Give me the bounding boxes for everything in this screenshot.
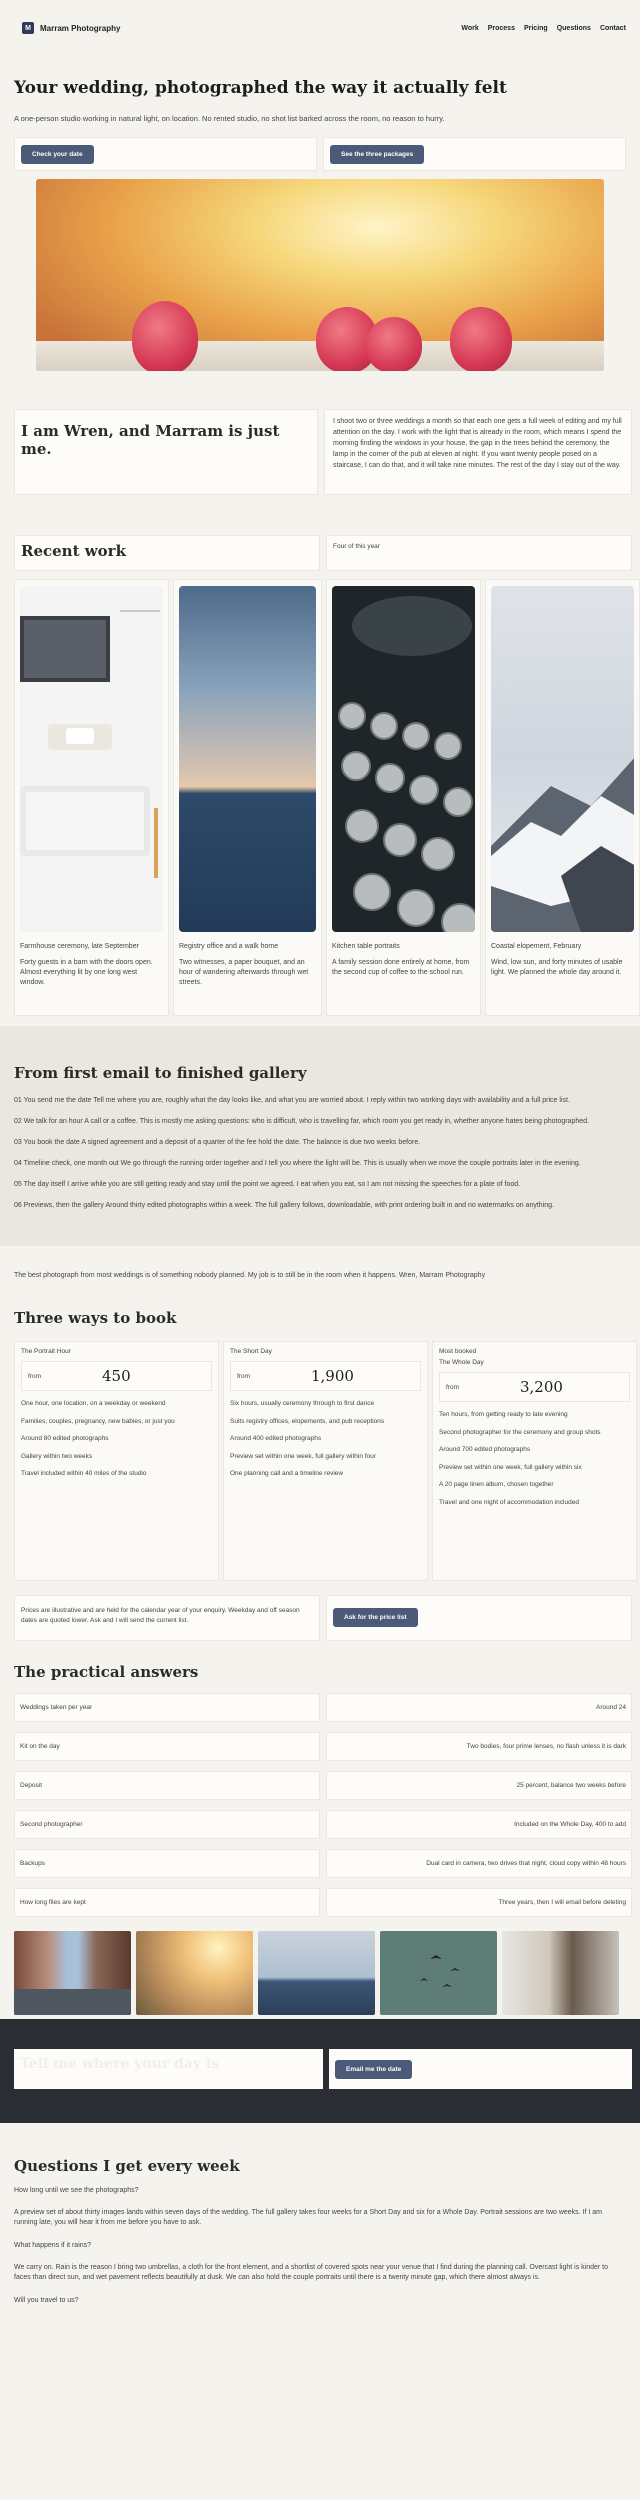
process-step: 02 We talk for an hour A call or a coffee. This is mostly me asking questions: who is difficult, who is travelling far, which room you get ready in, whether anyone hates being photographed. (14, 1118, 589, 1125)
tier-price (230, 1361, 421, 1391)
intro-title: I am Wren, and Marram is just me. (21, 422, 280, 458)
process-step: 01 You send me the date Tell me where you are, roughly what the day looks like, and what you are worried about. I reply within two working days with availability and a full price list. (14, 1097, 570, 1104)
recent-work-section (0, 535, 640, 1016)
email-date-button[interactable]: Email me the date (335, 2060, 412, 2079)
sea-sunset-photo (179, 586, 316, 932)
tier-feature: One hour, one location, on a weekday or weekend (21, 1400, 166, 1407)
snowy-mountain-photo (491, 586, 634, 932)
practical-row (14, 1810, 632, 1839)
tier-feature: Around 80 edited photographs (21, 1435, 109, 1442)
faq-answer: We carry on. Rain is the reason I bring two umbrellas, a cloth for the front element, and a shortlist of covered spots near your venue that I find during the planning call. Overcast light is kinder to faces than direct sun, and wet pavement reflects beautifully at dusk. We can also hold the couple portraits until there is a twenty minute gap, which there almost always is. (14, 2264, 609, 2281)
price-from: from (446, 1383, 459, 1391)
price-list-box (326, 1595, 632, 1641)
street-road (14, 1989, 131, 2015)
cafe-interior-photo[interactable] (502, 1931, 619, 2015)
work-cards (14, 579, 640, 1016)
hero-section (0, 56, 640, 171)
intro-title-box (14, 409, 318, 495)
birds-sky-photo[interactable] (380, 1931, 497, 2015)
price-note-row (14, 1595, 632, 1641)
work-card-desc: Two witnesses, a paper bouquet, and an hour of wandering afterwards through wet streets. (179, 959, 309, 986)
recent-work-title: Recent work (21, 542, 126, 560)
work-card-desc: A family session done entirely at home, from the second cup of coffee to the school run. (332, 959, 470, 976)
pull-quote: The best photograph from most weddings is of something nobody planned. My job is to still be in the room when it happens. Wren, Marram Photography (14, 1272, 486, 1279)
tier-feature: Travel included within 40 miles of the studio (21, 1470, 147, 1477)
process-step: 06 Previews, then the gallery Around thirty edited photographs within a week. The full gallery follows, downloadable, with print ordering built in and no watermarks on anything. (14, 1202, 554, 1209)
nav-questions[interactable]: Questions (556, 24, 591, 32)
practical-value: Three years, then I will email before deleting (326, 1888, 632, 1917)
work-card[interactable] (173, 579, 322, 1016)
ask-price-list-button[interactable]: Ask for the price list (333, 1608, 418, 1627)
tier-short-day[interactable] (223, 1341, 428, 1581)
raspberry-image (366, 317, 422, 371)
practical-key: How long files are kept (14, 1888, 320, 1917)
raspberry-image (450, 307, 512, 371)
process-title: From first email to finished gallery (14, 1064, 307, 1082)
contact-section (0, 2019, 640, 2123)
work-card-caption: Registry office and a walk home (179, 943, 279, 950)
tier-label: The Short Day (230, 1348, 272, 1355)
brand-name: Marram Photography (40, 23, 121, 33)
hero-cta-row (14, 137, 626, 171)
tier-feature: Second photographer for the ceremony and group shots (439, 1428, 601, 1436)
check-date-button[interactable]: Check your date (21, 145, 94, 164)
tier-feature: Around 400 edited photographs (230, 1435, 322, 1442)
tier-features (21, 1399, 212, 1479)
practical-row (14, 1849, 632, 1878)
tier-feature: Around 700 edited photographs (439, 1446, 531, 1453)
practical-key: Weddings taken per year (14, 1693, 320, 1722)
laptop-desk-illustration (20, 586, 163, 932)
recent-work-note: Four of this year (326, 535, 632, 571)
practical-key: Kit on the day (14, 1732, 320, 1761)
faq-title: Questions I get every week (14, 2157, 240, 2175)
tier-features (230, 1399, 421, 1479)
typewriter-photo (332, 586, 475, 932)
faq-answer: A preview set of about thirty images lands within seven days of the wedding. The full gallery takes four weeks for a Short Day and six for a Whole Day. Portrait sessions are two weeks. If I am running late, you will hear it from me before you have to ask. (14, 2209, 603, 2226)
raspberry-image (132, 301, 198, 371)
price-amount: 3,200 (520, 1378, 563, 1396)
cta-box-primary (14, 137, 317, 171)
tier-feature: Preview set within one week, full gallery within four (230, 1452, 376, 1460)
practical-row (14, 1693, 632, 1722)
work-card-caption: Kitchen table portraits (332, 943, 400, 950)
practical-value: Around 24 (326, 1693, 632, 1722)
tier-feature: Preview set within one week, full gallery within six (439, 1463, 582, 1471)
intro-body: I shoot two or three weddings a month so that each one gets a full week of editing and my full attention on the day. I work with the light that is already in the room, which means I spend the morning finding the windows in your house, the gap in the trees behind the ceremony, the lamp in the corner of the pub at eleven at night. If you want twenty people posed on a staircase, I can do that, and it will take nine minutes. The rest of the day I stay out of the way. (324, 409, 632, 495)
contact-button-box (329, 2049, 632, 2089)
process-section (0, 1026, 640, 1246)
process-step: 04 Timeline check, one month out We go through the running order together and I tell you where the light will be. This is usually when we move the couple portraits later in the evening. (14, 1160, 581, 1167)
price-from: from (237, 1372, 250, 1380)
pricing-title: Three ways to book (14, 1309, 177, 1327)
tier-feature: One planning call and a timeline review (230, 1470, 344, 1477)
work-card-desc: Forty guests in a barn with the doors open. Almost everything lit by one long west window. (20, 959, 153, 986)
tier-price (439, 1372, 630, 1402)
tier-whole-day[interactable] (432, 1341, 637, 1581)
practical-value: Included on the Whole Day, 400 to add (326, 1810, 632, 1839)
practical-section (0, 1663, 640, 1917)
tier-feature: Gallery within two weeks (21, 1452, 93, 1460)
faq-section (0, 2123, 640, 2358)
see-packages-button[interactable]: See the three packages (330, 145, 424, 164)
gallery-strip (14, 1931, 640, 2015)
logo-icon: M (22, 22, 34, 34)
work-card-desc: Wind, low sun, and forty minutes of usable light. We planned the whole day around it. (491, 959, 623, 976)
price-note: Prices are illustrative and are held for the calendar year of your enquiry. Weekday and off season dates are quoted lower. Ask and I will send the current list. (14, 1595, 320, 1641)
nav-pricing[interactable]: Pricing (523, 24, 548, 32)
sea-horizon-photo[interactable] (258, 1931, 375, 2015)
process-step: 03 You book the date A signed agreement and a deposit of a quarter of the fee hold the date. The balance is due two weeks before. (14, 1139, 421, 1146)
mountain-illustration (491, 586, 634, 932)
practical-key: Deposit (14, 1771, 320, 1800)
tier-feature: Suits registry offices, elopements, and pub receptions (230, 1417, 385, 1425)
tier-label: The Portrait Hour (21, 1348, 71, 1355)
pricing-section (0, 1309, 640, 1641)
tier-label: The Whole Day (439, 1359, 484, 1366)
intro-section (14, 409, 632, 495)
most-booked-badge: Most booked (439, 1348, 477, 1355)
pricing-tiers (0, 1341, 640, 1581)
practical-key: Backups (14, 1849, 320, 1878)
tier-features (439, 1410, 630, 1507)
sunlit-field-photo[interactable] (136, 1931, 253, 2015)
work-card-caption: Farmhouse ceremony, late September (20, 943, 139, 950)
street-photo[interactable] (14, 1931, 131, 2015)
birds-illustration (380, 1931, 497, 2015)
tier-feature: Travel and one night of accommodation included (439, 1498, 579, 1506)
cta-box-secondary (323, 137, 626, 171)
practical-value: Dual card in camera, two drives that night, cloud copy within 48 hours (326, 1849, 632, 1878)
practical-title: The practical answers (14, 1663, 199, 1681)
recent-work-title-box (14, 535, 320, 571)
laptop-desk-photo (20, 586, 163, 932)
hero-image (36, 179, 604, 371)
work-card[interactable] (14, 579, 169, 1016)
work-card[interactable] (326, 579, 481, 1016)
process-step: 05 The day itself I arrive while you are still getting ready and stay until the point we agreed. I eat when you eat, so I am not missing the speeches for a plate of food. (14, 1181, 521, 1188)
tier-price (21, 1361, 212, 1391)
tier-feature: Six hours, usually ceremony through to first dance (230, 1400, 375, 1407)
faq-question[interactable]: Will you travel to us? (14, 2297, 79, 2304)
contact-title-box (14, 2049, 323, 2089)
typewriter-illustration (332, 586, 475, 932)
tier-feature: Ten hours, from getting ready to late evening (439, 1411, 568, 1418)
brand[interactable] (22, 22, 120, 34)
work-card-caption: Coastal elopement, February (491, 943, 582, 950)
practical-value: Two bodies, four prime lenses, no flash unless it is dark (326, 1732, 632, 1761)
contact-ghost-title: Tell me where your day is (20, 2056, 220, 2072)
site-header (0, 0, 640, 56)
tier-feature: Families, couples, pregnancy, new babies, or just you (21, 1417, 175, 1425)
practical-row (14, 1888, 632, 1917)
price-amount: 1,900 (311, 1367, 354, 1385)
practical-value: 25 percent, balance two weeks before (326, 1771, 632, 1800)
faq-question[interactable]: How long until we see the photographs? (14, 2187, 139, 2194)
tier-portrait-hour[interactable] (14, 1341, 219, 1581)
tier-feature: A 20 page linen album, chosen together (439, 1481, 554, 1488)
price-from: from (28, 1372, 41, 1380)
practical-row (14, 1732, 632, 1761)
nav-contact[interactable]: Contact (599, 24, 626, 32)
main-nav (461, 25, 626, 32)
work-card[interactable] (485, 579, 640, 1016)
faq-question[interactable]: What happens if it rains? (14, 2242, 92, 2249)
hero-title: Your wedding, photographed the way it actually felt (14, 78, 507, 98)
nav-process[interactable]: Process (487, 24, 515, 32)
hero-subtitle: A one-person studio working in natural light, on location. No rented studio, no shot list barked across the room, no reason to hurry. (14, 114, 445, 123)
practical-key: Second photographer (14, 1810, 320, 1839)
price-amount: 450 (102, 1367, 131, 1385)
practical-row (14, 1771, 632, 1800)
nav-work[interactable]: Work (461, 24, 479, 32)
